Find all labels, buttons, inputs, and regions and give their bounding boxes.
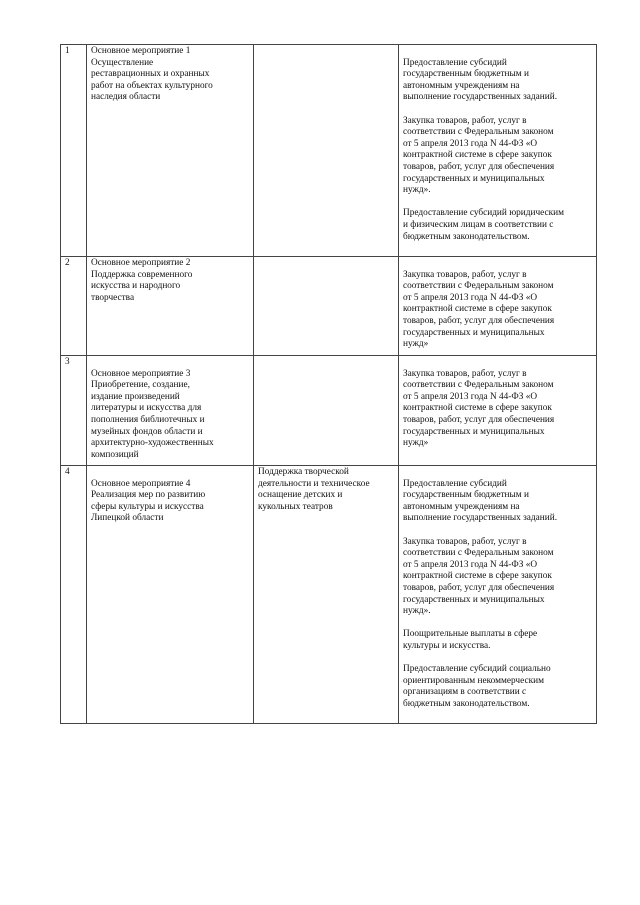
mechanism-paragraph: Закупка товаров, работ, услуг в соответствии с Федеральным законом от 5 апреля 2013 года N 44-ФЗ «О контрактной системе в сфере закупок товаров, работ, услуг для обеспечения государственных и муниципальных нужд». <box>403 115 555 196</box>
measures-table <box>60 44 597 724</box>
table-row <box>61 257 597 356</box>
row-number: 1 <box>61 45 87 257</box>
mechanism-paragraph: Предоставление субсидий юридическим и физическим лицам в соответствии с бюджетным законодательством. <box>403 208 565 242</box>
row-number: 4 <box>61 466 87 724</box>
event-cell: Основное мероприятие 1 Осуществление реставрационных и охранных работ на объектах культурного наследия области <box>87 45 254 257</box>
mechanism-paragraph: Закупка товаров, работ, услуг в соответствии с Федеральным законом от 5 апреля 2013 года N 44-ФЗ «О контрактной системе в сфере закупок товаров, работ, услуг для обеспечения государственных и муниципальных нужд» <box>403 269 555 350</box>
table-row <box>61 466 597 724</box>
mechanism-paragraph: Закупка товаров, работ, услуг в соответствии с Федеральным законом от 5 апреля 2013 года N 44-ФЗ «О контрактной системе в сфере закупок товаров, работ, услуг для обеспечения государственных и муниципальных нужд». <box>403 536 555 617</box>
direction-cell <box>254 45 399 257</box>
mechanism-paragraph: Предоставление субсидий социально ориентированным некоммерческим организациям в соответствии с бюджетным законодательством. <box>403 664 551 709</box>
table-row <box>61 356 597 466</box>
event-cell: Основное мероприятие 2 Поддержка современного искусства и народного творчества <box>87 257 254 356</box>
table-row <box>61 45 597 257</box>
mechanism-paragraph: Предоставление субсидий государственным бюджетным и автономным учреждениям на выполнение государственных заданий. <box>403 478 558 524</box>
row-number: 2 <box>61 257 87 356</box>
direction-cell: Поддержка творческой деятельности и техническое оснащение детских и кукольных театров <box>254 466 399 724</box>
event-cell: Основное мероприятие 4 Реализация мер по развитию сферы культуры и искусства Липецкой области <box>87 466 254 724</box>
mechanism-cell <box>399 45 597 257</box>
mechanism-cell <box>399 257 597 356</box>
mechanism-cell <box>399 466 597 724</box>
event-cell: Основное мероприятие 3 Приобретение, создание, издание произведений литературы и искусства для пополнения библиотечных и музейных фондов области и архитектурно-художественных композиций <box>87 356 254 466</box>
row-number: 3 <box>61 356 87 466</box>
mechanism-cell <box>399 356 597 466</box>
mechanism-paragraph: Поощрительные выплаты в сфере культуры и искусства. <box>403 629 538 651</box>
direction-cell <box>254 257 399 356</box>
mechanism-paragraph: Предоставление субсидий государственным бюджетным и автономным учреждениям на выполнение государственных заданий. <box>403 57 558 103</box>
direction-cell <box>254 356 399 466</box>
mechanism-paragraph: Закупка товаров, работ, услуг в соответствии с Федеральным законом от 5 апреля 2013 года N 44-ФЗ «О контрактной системе в сфере закупок товаров, работ, услуг для обеспечения государственных и муниципальных нужд» <box>403 368 555 449</box>
